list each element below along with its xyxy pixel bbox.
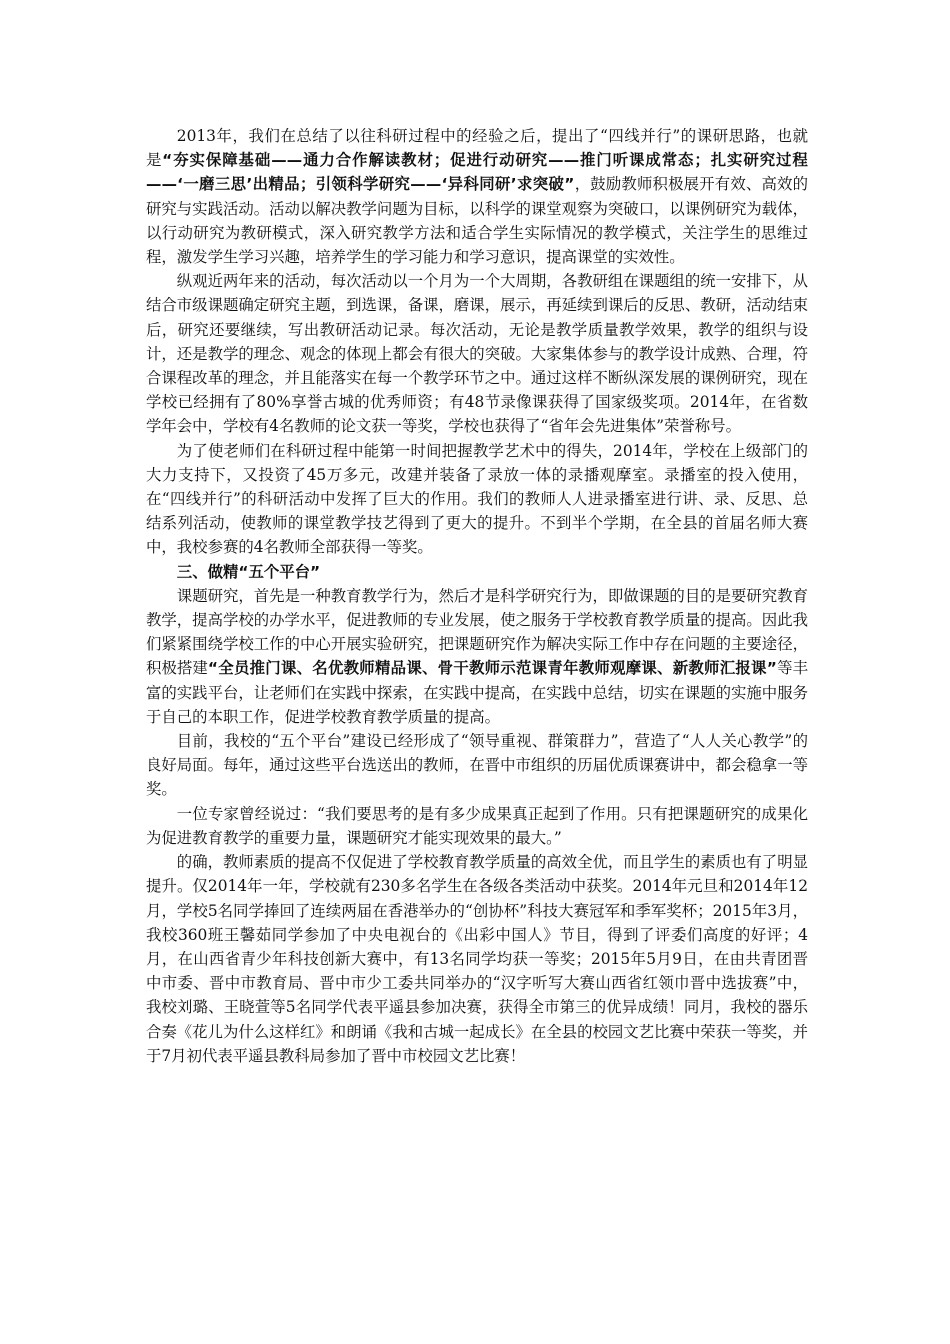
document-body — [146, 124, 808, 1068]
paragraph-activities: 纵观近两年来的活动，每次活动以一个月为一个大周期，各教研组在课题组的统一安排下，从结合市级课题确定研究主题，到选课，备课，磨课，展示，再延续到课后的反思、教研，活动结束后，研究还要继续，写出教研活动记录。每次活动，无论是教学质量教学效果，教学的组织与设计，还是教学的理念、观念的体现上都会有很大的突破。大家集体参与的教学设计成熟、合理，符合课程改革的理念，并且能落实在每一个教学环节之中。通过这样不断纵深发展的课例研究，现在学校已经拥有了80%享誉古城的优秀师资；有48节录像课获得了国家级奖项。2014年，在省数学年会中，学校有4名教师的论文获一等奖，学校也获得了“省年会先进集体”荣誉称号。 — [146, 272, 808, 436]
paragraph-research-platforms — [146, 584, 808, 729]
paragraph-text: ，鼓励教师积极展开有效、高效的研究与实践活动。活动以解决教学问题为目标，以科学的课堂观察为突破口，以课例研究为载体，以行动研究为教研模式，深入研究教学方法和适合学生实际情况的教学模式，关注学生的思维过程，激发学生学习兴趣，培养学生的学习能力和学习意识，提高课堂的实效性。 — [146, 175, 808, 267]
paragraph-text: 等丰富的实践平台，让老师们在实践中探索，在实践中提高，在实践中总结，切实在课题的实施中服务于自己的本职工作，促进学校教育教学质量的提高。 — [146, 659, 808, 726]
bold-emphasis: “全员推门课、名优教师精品课、骨干教师示范课青年教师观摩课、新教师汇报课” — [207, 659, 778, 678]
paragraph-five-platforms: 目前，我校的“五个平台”建设已经形成了“领导重视、群策群力”，营造了“人人关心教学”的良好局面。每年，通过这些平台选送出的教师，在晋中市组织的历届优质课赛讲中，都会稳拿一等奖。 — [146, 732, 808, 799]
paragraph-expert-quote: 一位专家曾经说过：“我们要思考的是有多少成果真正起到了作用。只有把课题研究的成果化为促进教育教学的重要力量，课题研究才能实现效果的最大。” — [146, 804, 808, 847]
section-heading: 三、做精“五个平台” — [176, 562, 321, 581]
paragraph-student-achievements: 的确，教师素质的提高不仅促进了学校教育教学质量的高效全优，而且学生的素质也有了明显提升。仅2014年一年，学校就有230多名学生在各级各类活动中获奖。2014年元旦和2014年12月，学校5名同学捧回了连续两届在香港举办的“创协杯”科技大赛冠军和季军奖杯；2015年3月，我校360班王馨茹同学参加了中央电视台的《出彩中国人》节目，得到了评委们高度的好评；4月，在山西省青少年科技创新大赛中，有13名同学均获一等奖；2015年5月9日，在由共青团晋中市委、晋中市教育局、晋中市少工委共同举办的“汉字听写大赛山西省红领巾晋中选拔赛”中，我校刘璐、王晓萱等5名同学代表平遥县参加决赛，获得全市第三的优异成绩！同月，我校的器乐合奏《花儿为什么这样红》和朗诵《我和古城一起成长》在全县的校园文艺比赛中荣获一等奖，并于7月初代表平遥县教科局参加了晋中市校园文艺比赛！ — [146, 853, 808, 1065]
paragraph-text: 2013年，我们在总结了以往科研过程中的经验之后，提出了“四线并行”的课研思路，也就是 — [146, 127, 808, 170]
paragraph-four-lines — [146, 124, 808, 269]
paragraph-recording-room: 为了使老师们在科研过程中能第一时间把握教学艺术中的得失，2014年，学校在上级部门的大力支持下，又投资了45万多元，改建并装备了录放一体的录播观摩室。录播室的投入使用，在“四线并行”的科研活动中发挥了巨大的作用。我们的教师人人进录播室进行讲、录、反思、总结系列活动，使教师的课堂教学技艺得到了更大的提升。不到半个学期，在全县的首届名师大赛中，我校参赛的4名教师全部获得一等奖。 — [146, 441, 808, 557]
bold-emphasis: “夯实保障基础——通力合作解读教材；促进行动研究——推门听课成常态；扎实研究过程——‘一磨三思’出精品；引领科学研究——‘异科同研’求突破” — [146, 151, 808, 194]
paragraph-text: 课题研究，首先是一种教育教学行为，然后才是科学研究行为，即做课题的目的是要研究教育教学，提高学校的办学水平，促进教师的专业发展，使之服务于学校教育教学质量的提高。因此我们紧紧围绕学校工作的中心开展实验研究，把课题研究作为解决实际工作中存在问题的主要途径，积极搭建 — [146, 586, 808, 678]
